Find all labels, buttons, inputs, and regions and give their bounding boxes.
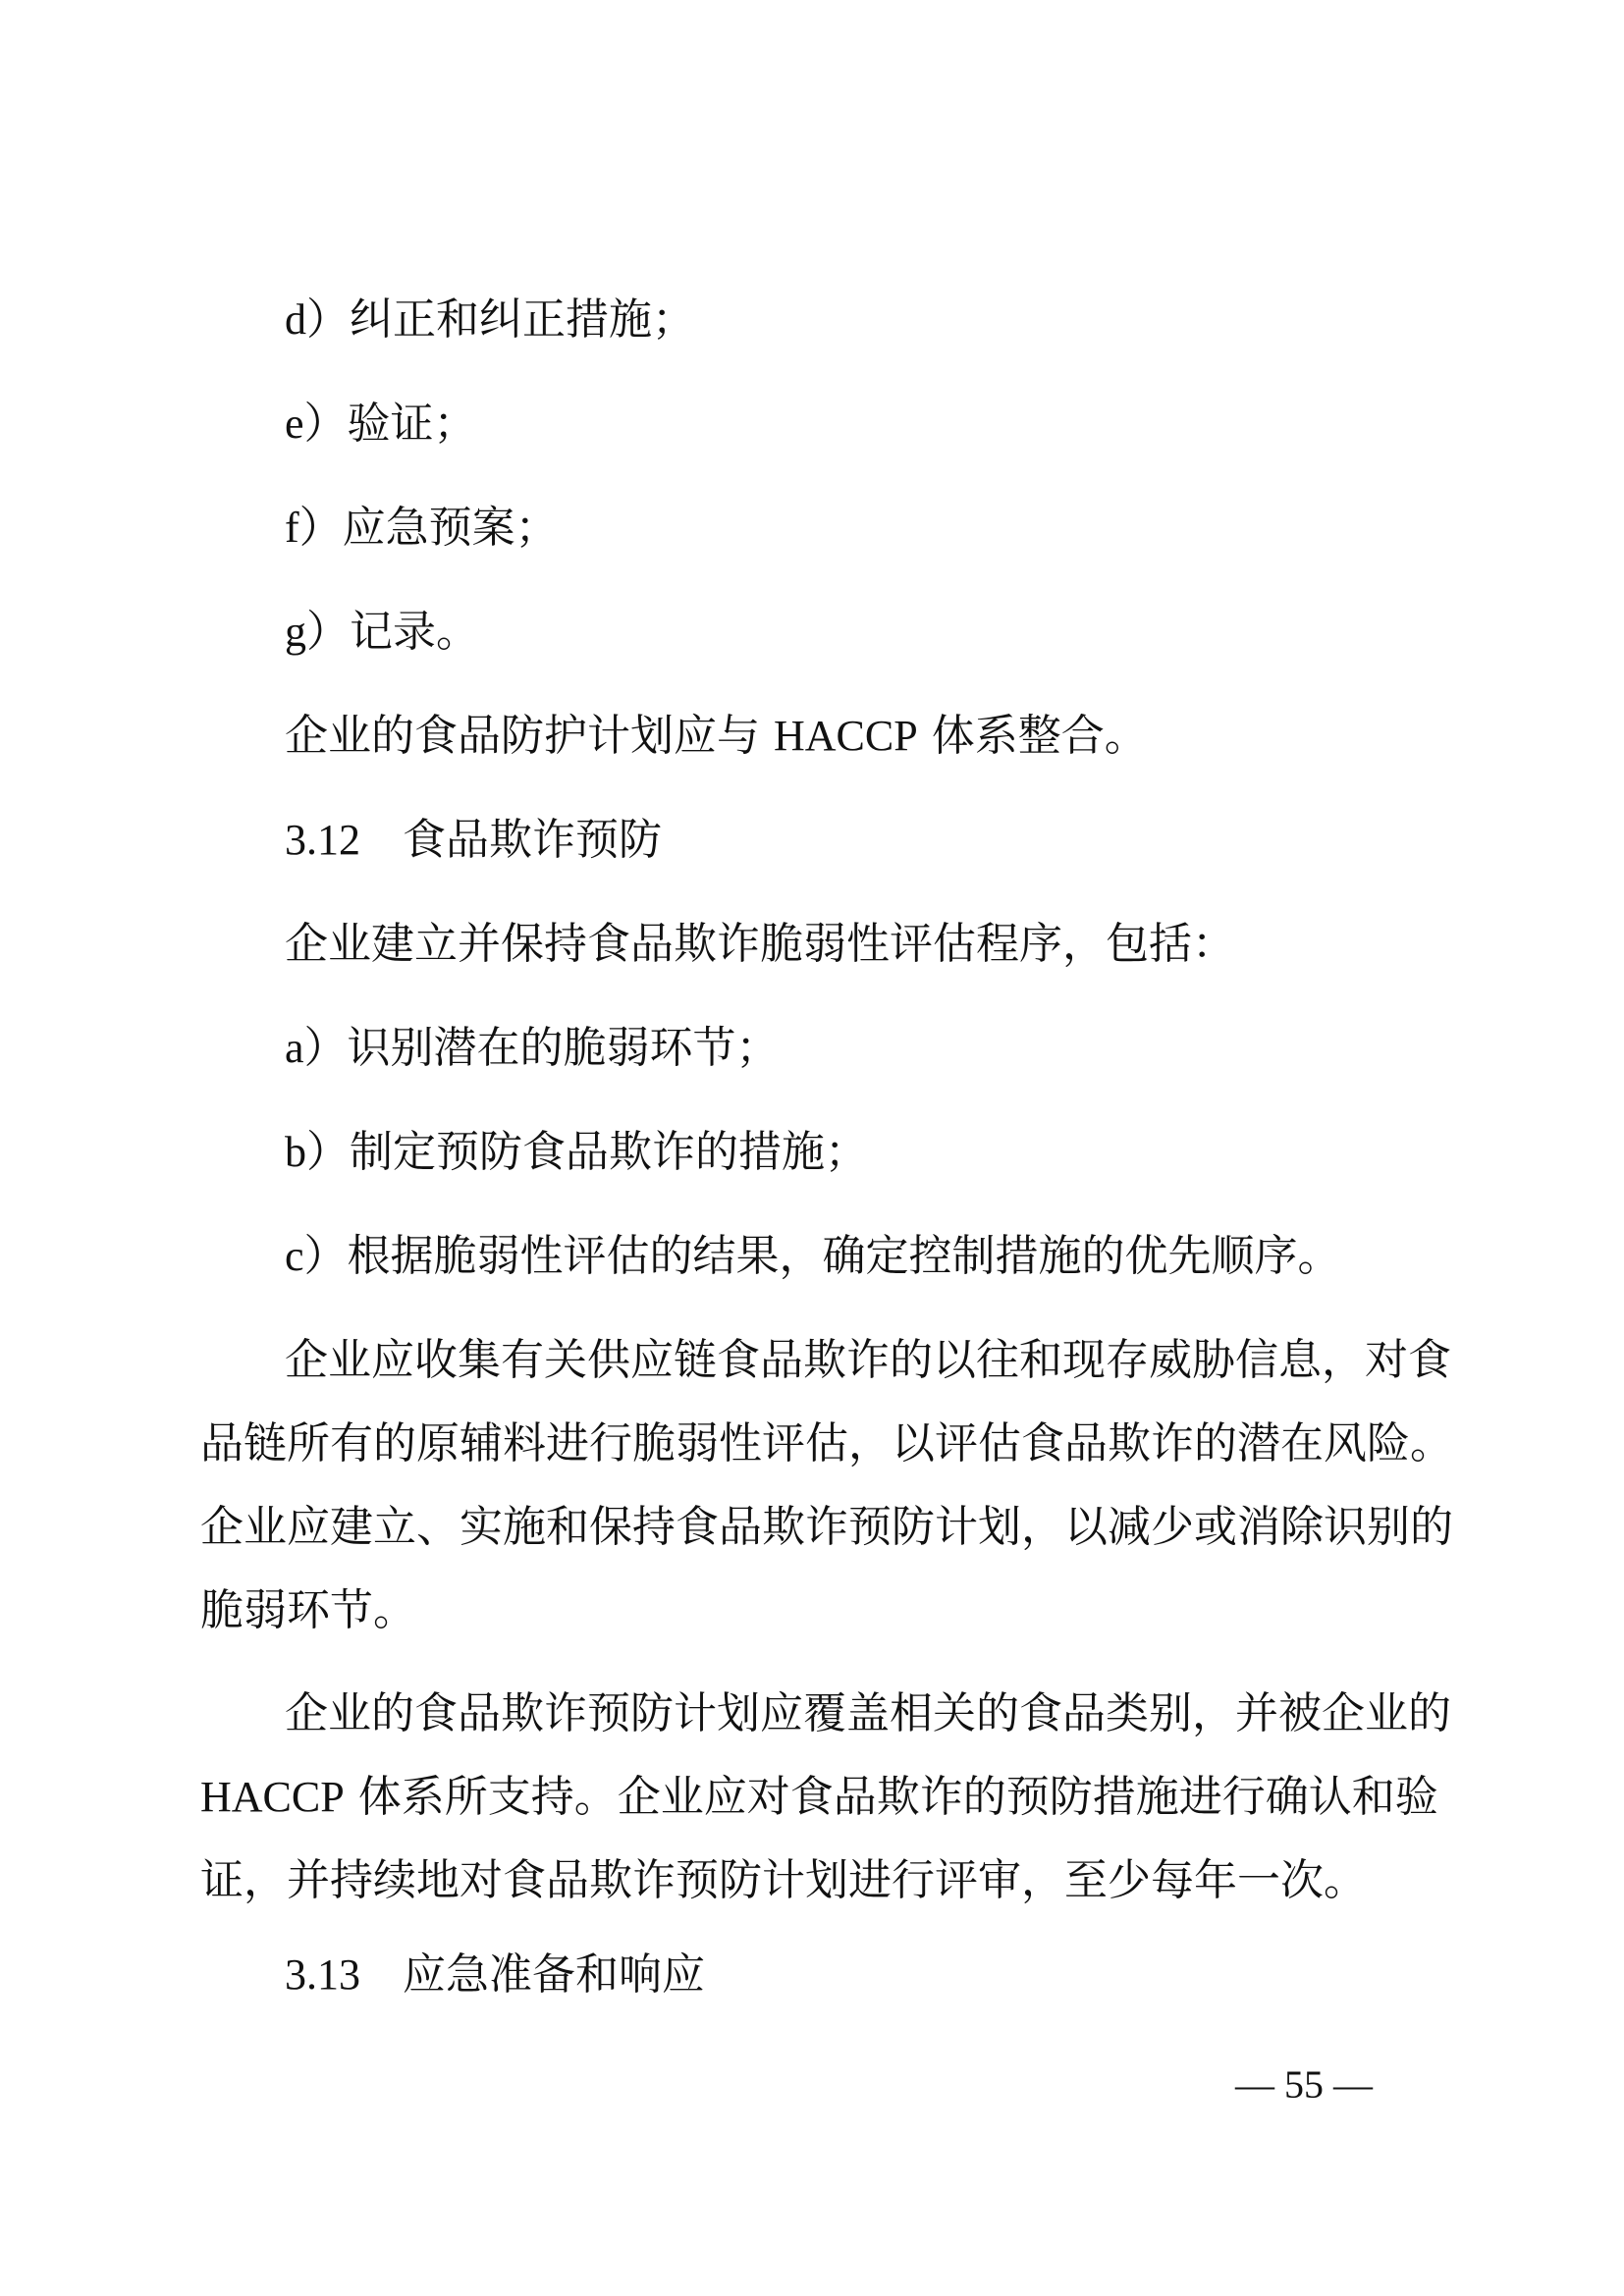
list-text: 制定预防食品欺诈的措施； — [350, 1127, 868, 1177]
latin-term: HACCP — [774, 712, 918, 760]
paragraph-collect-line-4: 脆弱环节。 — [200, 1585, 416, 1635]
list-marker: d） — [285, 295, 350, 344]
list-item-b — [285, 1127, 868, 1177]
paragraph-collect-line-3: 企业应建立、实施和保持食品欺诈预防计划，以减少或消除识别的 — [200, 1502, 1453, 1552]
list-marker: c） — [285, 1232, 348, 1280]
list-item-f — [285, 503, 559, 553]
list-text: 记录。 — [350, 607, 479, 657]
paragraph-collect-line-1: 企业应收集有关供应链食品欺诈的以往和现存威胁信息，对食 — [285, 1335, 1451, 1385]
section-heading-3-13 — [285, 1949, 705, 2000]
list-marker: a） — [285, 1024, 348, 1072]
paragraph-cover-line-3: 证，并持续地对食品欺诈预防计划进行评审，至少每年一次。 — [200, 1855, 1367, 1905]
list-marker: e） — [285, 400, 348, 448]
latin-term: HACCP — [200, 1773, 345, 1821]
paragraph-cover-line-1: 企业的食品欺诈预防计划应覆盖相关的食品类别，并被企业的 — [285, 1688, 1451, 1738]
section-number: 3.12 — [285, 816, 360, 864]
section-number: 3.13 — [285, 1950, 360, 1999]
list-item-g — [285, 607, 479, 657]
list-marker: g） — [285, 608, 350, 656]
page-number: — 55 — — [1235, 2062, 1373, 2107]
paragraph-cover-line-2 — [200, 1772, 1438, 1822]
text: 体系所支持。企业应对食品欺诈的预防措施进行确认和验 — [344, 1772, 1438, 1822]
list-item-e — [285, 399, 477, 449]
section-heading-3-12 — [285, 815, 662, 865]
section-title: 食品欺诈预防 — [403, 815, 662, 865]
list-text: 验证； — [347, 399, 477, 449]
text: 体系整合。 — [917, 711, 1148, 761]
paragraph-integration — [285, 711, 1148, 761]
list-item-d — [285, 294, 695, 345]
section-title: 应急准备和响应 — [403, 1949, 705, 2000]
list-marker: f） — [285, 504, 343, 552]
text: 企业建立并保持食品欺诈脆弱性评估程序，包括： — [285, 919, 1235, 969]
list-marker: b） — [285, 1128, 350, 1176]
list-text: 纠正和纠正措施； — [350, 294, 695, 345]
list-text: 应急预案； — [342, 503, 559, 553]
list-text: 识别潜在的脆弱环节； — [347, 1023, 780, 1073]
list-item-c — [285, 1231, 1341, 1281]
list-item-a — [285, 1023, 780, 1073]
list-text: 根据脆弱性评估的结果，确定控制措施的优先顺序。 — [347, 1231, 1341, 1281]
text: 企业的食品防护计划应与 — [285, 711, 774, 761]
paragraph-collect-line-2: 品链所有的原辅料进行脆弱性评估，以评估食品欺诈的潜在风险。 — [200, 1418, 1453, 1468]
paragraph-procedure — [285, 919, 1235, 969]
